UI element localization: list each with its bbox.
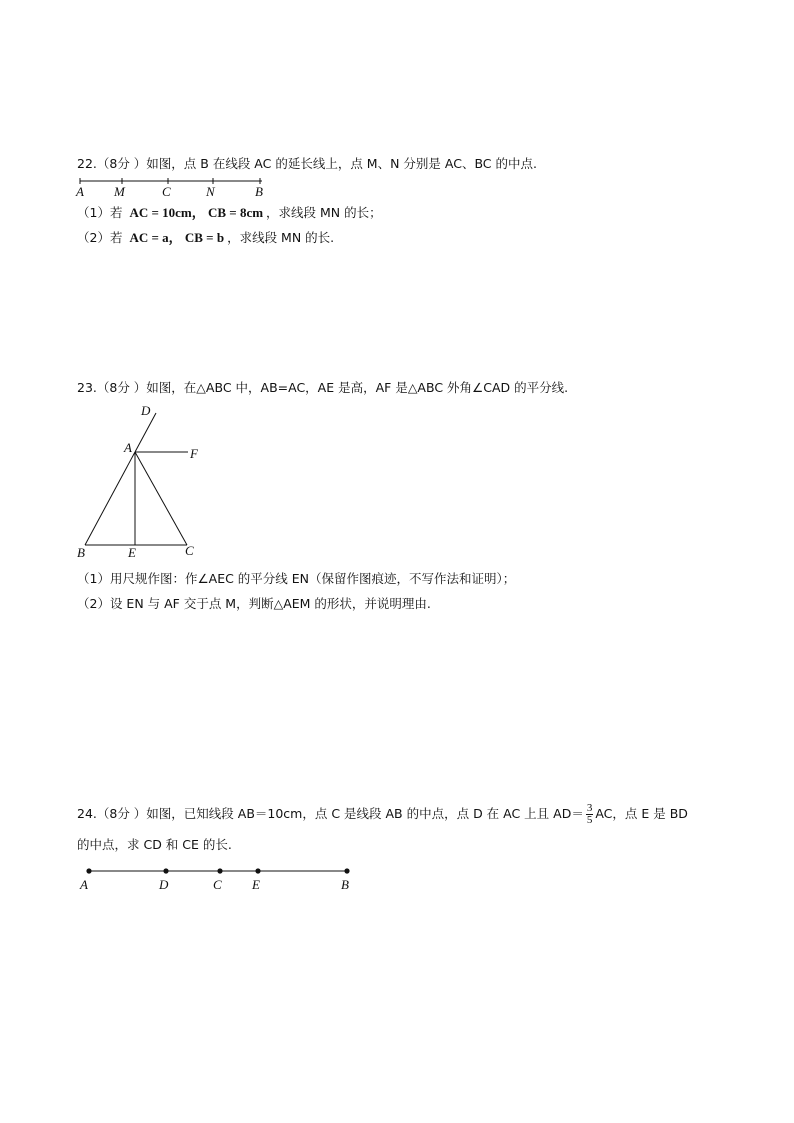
q22-label-b: B <box>255 184 263 199</box>
q23-side-ac <box>135 452 187 545</box>
q22-label-c: C <box>162 184 171 199</box>
q22-part1-suffix: ，求线段 MN 的长； <box>266 205 382 220</box>
q24-segment-figure <box>79 868 350 892</box>
q23-label-b: B <box>77 545 85 560</box>
q24-fraction <box>586 803 594 826</box>
q22-label-m: M <box>114 184 125 199</box>
q23-ray-ad <box>135 413 156 452</box>
q24-label-e: E <box>252 877 260 892</box>
q24-line2: 的中点，求 CD 和 CE 的长. <box>77 837 232 852</box>
q24-label-b: B <box>341 877 349 892</box>
q24-label-a: A <box>80 877 88 892</box>
q24-fraction-denominator: 5 <box>586 814 593 826</box>
q22-part1 <box>77 204 382 222</box>
q22-segment-figure <box>75 178 263 199</box>
q24-point-e <box>255 868 260 873</box>
q23-part1: （1）用尺规作图：作∠AEC 的平分线 EN（保留作图痕迹，不写作法和证明）； <box>77 571 516 586</box>
q22-part2-math: AC = a， CB = b <box>129 230 225 245</box>
q24-point-b <box>344 868 349 873</box>
q23-label-d: D <box>141 403 151 418</box>
q23-label-e: E <box>128 545 136 560</box>
q23-label-c: C <box>185 543 194 558</box>
q23-part2: （2）设 EN 与 AF 交于点 M，判断△AEM 的形状，并说明理由. <box>77 596 431 611</box>
q22-part1-math: AC = 10cm， CB = 8cm <box>129 205 264 220</box>
q24-header-text-after: AC，点 E 是 BD <box>595 806 688 821</box>
q24-header <box>77 803 688 826</box>
q22-part2-prefix: （2）若 <box>77 230 123 245</box>
q22-part2 <box>77 229 334 247</box>
q23-triangle-figure <box>77 403 199 560</box>
q24-point-d <box>163 868 168 873</box>
q22-part1-prefix: （1）若 <box>77 205 123 220</box>
q23-label-a: A <box>124 440 132 455</box>
q24-point-c <box>217 868 222 873</box>
q24-label-d: D <box>159 877 169 892</box>
q24-label-c: C <box>213 877 222 892</box>
q24-header-text: 24.（8分 ）如图，已知线段 AB＝10cm，点 C 是线段 AB 的中点，点 D 在 AC 上且 AD＝ <box>77 806 584 821</box>
q24-fraction-numerator: 3 <box>586 802 593 814</box>
q23-side-ab <box>85 452 135 545</box>
q23-header: 23.（8分 ）如图，在△ABC 中，AB=AC，AE 是高，AF 是△ABC 外角∠CAD 的平分线. <box>77 380 569 395</box>
q23-label-f: F <box>190 446 198 461</box>
q22-label-n: N <box>206 184 215 199</box>
q22-part2-suffix: ，求线段 MN 的长. <box>227 230 335 245</box>
q22-header: 22.（8分 ）如图，点 B 在线段 AC 的延长线上，点 M、N 分别是 AC、BC 的中点. <box>77 156 537 171</box>
q24-point-a <box>86 868 91 873</box>
q22-label-a: A <box>76 184 84 199</box>
